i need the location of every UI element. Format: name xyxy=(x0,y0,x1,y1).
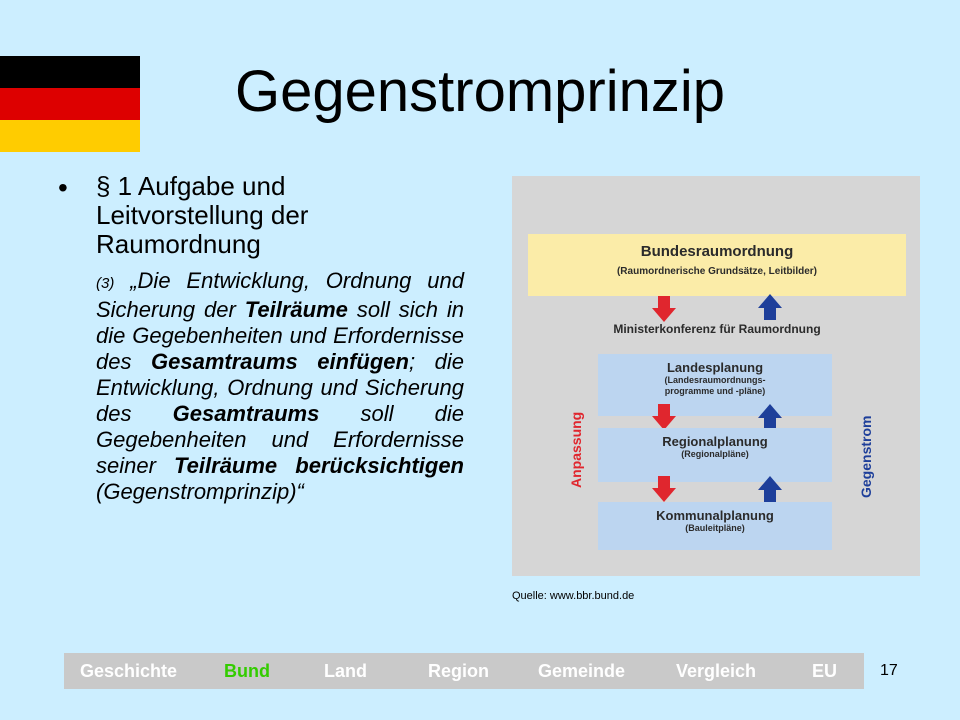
nav-link-region[interactable]: Region xyxy=(428,661,489,681)
quote-text: (Gegenstromprinzip)“ xyxy=(96,479,304,504)
section-nav-bar xyxy=(64,653,864,689)
nav-link-geschichte[interactable]: Geschichte xyxy=(80,661,178,681)
nav-link-bund[interactable]: Bund xyxy=(224,661,270,681)
quote-emphasis: Teilräume xyxy=(244,297,348,322)
page-number: 17 xyxy=(880,662,898,679)
label-ministerkonferenz: Ministerkonferenz für Raumordnung xyxy=(613,322,821,336)
quote-text: „Die Entwicklung, Ordnung und Sicherung der xyxy=(96,268,464,322)
arrow-down-icon xyxy=(652,476,676,502)
arrow-down-icon xyxy=(652,404,676,430)
paragraph-number: (3) xyxy=(96,275,115,292)
box-landesplanung xyxy=(598,354,832,416)
box-title: Bundesraumordnung xyxy=(640,243,794,260)
box-subtitle: (Raumordnerische Grundsätze, Leitbilder) xyxy=(616,266,818,277)
box-title: Regionalplanung xyxy=(662,434,768,449)
quote-text: ; die Entwicklung, Ordnung und Sicherung des xyxy=(96,349,464,426)
box-subtitle: (Regionalpläne) xyxy=(681,449,749,459)
box-subtitle: (Bauleitpläne) xyxy=(685,523,745,533)
label-gegenstrom: Gegenstrom xyxy=(858,415,874,498)
quote-emphasis: Gesamtraums xyxy=(172,401,320,426)
nav-link-vergleich[interactable]: Vergleich xyxy=(676,661,757,681)
nav-link-gemeinde[interactable]: Gemeinde xyxy=(538,661,626,681)
quote-emphasis: Teilräume berücksichtigen xyxy=(174,453,464,478)
slide-title: Gegenstromprinzip xyxy=(235,59,725,124)
box-bundesraumordnung xyxy=(528,234,906,296)
box-kommunalplanung xyxy=(598,502,832,550)
bullet-heading: § 1 Aufgabe und Leitvorstellung der Raumordnung xyxy=(96,171,309,259)
bullet-dot-icon: • xyxy=(58,172,68,203)
box-subtitle: (Landesraumordnungs- xyxy=(664,375,766,385)
law-quote xyxy=(96,268,464,505)
source-caption: Quelle: www.bbr.bund.de xyxy=(512,590,635,602)
quote-emphasis: Gesamtraums einfügen xyxy=(151,349,409,374)
box-subtitle: programme und -pläne) xyxy=(664,386,766,396)
label-anpassung: Anpassung xyxy=(568,411,584,488)
nav-link-eu[interactable]: EU xyxy=(812,661,838,681)
arrow-up-icon xyxy=(758,294,782,320)
box-regionalplanung xyxy=(598,428,832,482)
planning-hierarchy-diagram xyxy=(512,176,920,576)
arrow-up-icon xyxy=(758,404,782,430)
box-title: Kommunalplanung xyxy=(656,508,774,523)
arrow-up-icon xyxy=(758,476,782,502)
quote-text: soll sich in die Gegebenheiten und Erfordernisse des xyxy=(96,297,464,374)
box-title: Landesplanung xyxy=(666,360,764,375)
arrow-down-icon xyxy=(652,296,676,322)
quote-text: soll die Gegebenheiten und Erfordernisse seiner xyxy=(96,401,464,478)
nav-link-land[interactable]: Land xyxy=(324,661,367,681)
